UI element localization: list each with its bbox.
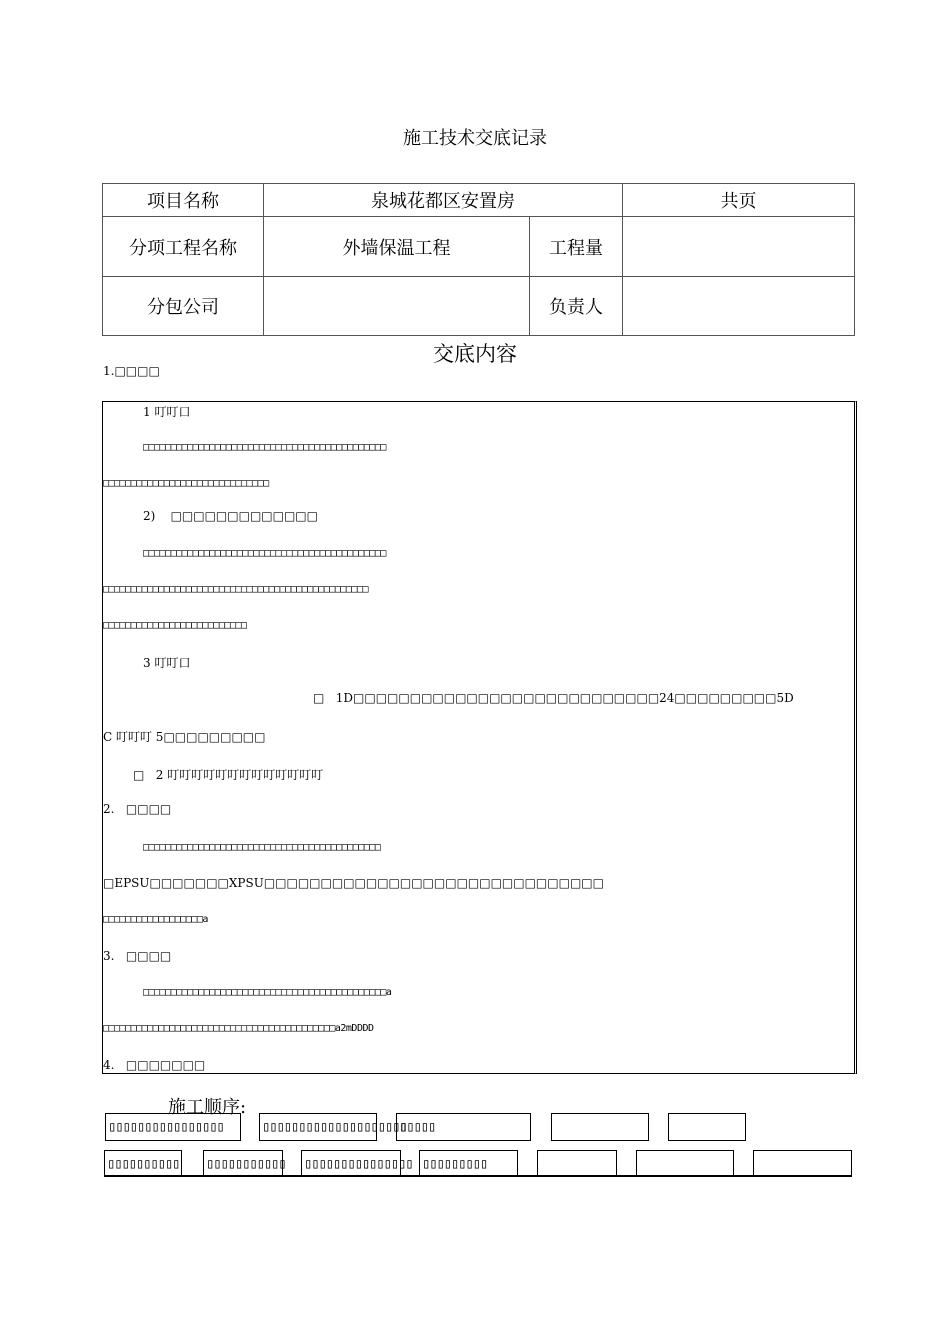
sequence-step-box: ▯▯▯▯▯▯▯▯▯▯▯: [203, 1150, 283, 1177]
content-line: □ 1D□□□□□□□□□□□□□□□□□□□□□□□□□□□24□□□□□□□□□5D: [313, 691, 794, 705]
sequence-step-box: ▯▯▯▯▯: [396, 1113, 531, 1141]
sequence-step-box: [753, 1150, 852, 1177]
content-line: □□□□□□□□□□□□□□□□□□□□□□□□□□□□□□: [103, 478, 269, 489]
content-line: □EPSU□□□□□□□XPSU□□□□□□□□□□□□□□□□□□□□□□□□□□□□□□: [103, 876, 604, 890]
sequence-step-box: ▯▯▯▯▯▯▯▯▯▯▯▯▯▯▯▯▯▯▯▯: [259, 1113, 377, 1141]
content-line: □ 2 叮叮叮叮叮叮叮叮叮叮叮叮叮: [133, 768, 324, 782]
table-row: [103, 277, 855, 336]
content-line: 1 叮叮口: [143, 405, 191, 419]
content-line: □□□□□□□□□□□□□□□□□□□□□□□□□□□□□□□□□□□□□□□□□□□□□□□□: [103, 584, 368, 595]
content-line: 3 叮叮口: [143, 656, 191, 670]
person-in-charge-label: 负责人: [530, 277, 623, 336]
content-box: [102, 401, 857, 1074]
project-name-label: 项目名称: [103, 184, 264, 217]
quantity-label: 工程量: [530, 217, 623, 277]
intro-line: 1.□□□□: [103, 364, 160, 378]
sub-project-value: 外墙保温工程: [264, 217, 530, 277]
sub-project-label: 分项工程名称: [103, 217, 264, 277]
content-line: 2) □□□□□□□□□□□□□: [143, 509, 318, 523]
table-row: [103, 217, 855, 277]
sequence-step-box: ▯▯▯▯▯▯▯▯▯▯: [104, 1150, 182, 1177]
content-line: □□□□□□□□□□□□□□□□□□□□□□□□□□□□□□□□□□□□□□□□□□□□: [143, 548, 386, 559]
content-line: 2. □□□□: [103, 802, 172, 816]
sequence-step-box: [551, 1113, 649, 1141]
content-line: □□□□□□□□□□□□□□□□□□□□□□□□□□□□□□□□□□□□□□□□□□□□: [143, 442, 386, 453]
subcontractor-value: [264, 277, 530, 336]
sequence-step-box: [668, 1113, 746, 1141]
person-in-charge-value: [623, 277, 855, 336]
subcontractor-label: 分包公司: [103, 277, 264, 336]
content-line: 3. □□□□: [103, 949, 172, 963]
sequence-label: 施工顺序:: [168, 1097, 247, 1118]
content-line: □□□□□□□□□□□□□□□□□□□□□□□□□□□□□□□□□□□□□□□□□□□: [143, 842, 381, 853]
sequence-step-box: ▯▯▯▯▯▯▯▯▯▯▯▯▯▯▯▯: [105, 1113, 241, 1141]
content-heading: 交底内容: [433, 342, 517, 366]
content-line: C 叮叮叮 5□□□□□□□□□: [103, 730, 266, 744]
project-name-value: 泉城花都区安置房: [264, 184, 623, 217]
quantity-value: [623, 217, 855, 277]
content-line: □□□□□□□□□□□□□□□□□□a: [103, 914, 208, 925]
pages-label: 共页: [623, 184, 855, 217]
project-info-table: [102, 183, 855, 336]
content-line: □□□□□□□□□□□□□□□□□□□□□□□□□□□□□□□□□□□□□□□□□□□□a: [143, 987, 392, 998]
sequence-baseline: [104, 1175, 852, 1177]
content-line: □□□□□□□□□□□□□□□□□□□□□□□□□□: [103, 620, 247, 631]
content-line: □□□□□□□□□□□□□□□□□□□□□□□□□□□□□□□□□□□□□□□□□□a2mDDDD: [103, 1023, 374, 1034]
sequence-step-box: ▯▯▯▯▯▯▯▯▯: [419, 1150, 518, 1177]
document-title: 施工技术交底记录: [403, 128, 547, 149]
content-line: 4. □□□□□□□: [103, 1058, 206, 1072]
sequence-step-box: ▯▯▯▯▯▯▯▯▯▯▯▯▯▯▯: [301, 1150, 401, 1177]
sequence-step-box: [636, 1150, 734, 1177]
sequence-step-box: [537, 1150, 617, 1177]
table-row: [103, 184, 855, 217]
